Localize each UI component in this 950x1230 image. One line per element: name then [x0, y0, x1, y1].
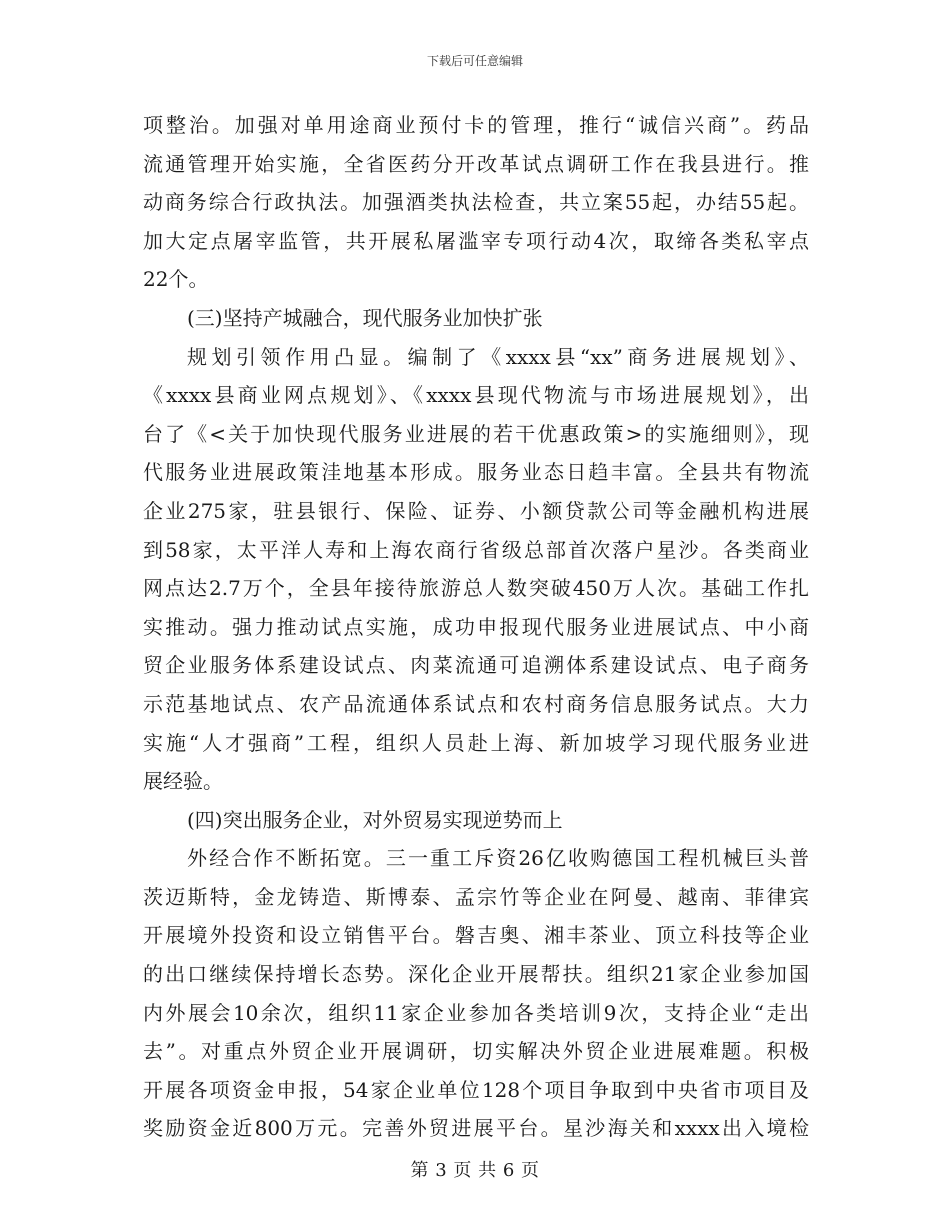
section-heading: (四)突出服务企业，对外贸易实现逆势而上: [187, 807, 563, 832]
text-line: 22个。: [143, 267, 209, 292]
text-line: 代服务业进展政策洼地基本形成。服务业态日趋丰富。全县共有物流: [143, 460, 809, 485]
text-line: 实推动。强力推动试点实施，成功申报现代服务业进展试点、中小商: [143, 614, 809, 639]
text-line: 示范基地试点、农产品流通体系试点和农村商务信息服务试点。大力: [143, 691, 809, 716]
text-line: 台了《<关于加快现代服务业进展的若干优惠政策>的实施细则》，现: [143, 421, 809, 446]
text-line: 展经验。: [143, 769, 223, 794]
text-line: 规划引领作用凸显。编制了《xxxx县“xx”商务进展规划》、: [187, 344, 809, 369]
text-line: 去”。对重点外贸企业开展调研，切实解决外贸企业进展难题。积极: [143, 1039, 809, 1064]
text-line: 贸企业服务体系建设试点、肉菜流通可追溯体系建设试点、电子商务: [143, 653, 809, 678]
text-line: 的出口继续保持增长态势。深化企业开展帮扶。组织21家企业参加国: [143, 962, 809, 987]
text-line: 外经合作不断拓宽。三一重工斥资26亿收购德国工程机械巨头普: [187, 846, 809, 871]
text-line: 企业275家，驻县银行、保险、证券、小额贷款公司等金融机构进展: [143, 498, 809, 523]
page-header: 下载后可任意编辑: [426, 54, 523, 68]
page-footer: 第 3 页 共 6 页: [410, 1160, 540, 1181]
text-line: 项整治。加强对单用途商业预付卡的管理，推行“诚信兴商”。药品: [143, 113, 809, 137]
text-line: 实施“人才强商”工程，组织人员赴上海、新加坡学习现代服务业进: [143, 730, 809, 755]
section-heading: (三)坚持产城融合，现代服务业加快扩张: [187, 305, 543, 330]
text-line: 到58家，太平洋人寿和上海农商行省级总部首次落户星沙。各类商业: [143, 537, 809, 562]
text-line: 奖励资金近800万元。完善外贸进展平台。星沙海关和xxxx出入境检: [143, 1116, 809, 1141]
document-body: [143, 106, 809, 1148]
text-line: 开展境外投资和设立销售平台。磐吉奥、湘丰茶业、顶立科技等企业: [143, 923, 809, 948]
text-line: 开展各项资金申报，54家企业单位128个项目争取到中央省市项目及: [143, 1077, 809, 1102]
text-line: 内外展会10余次，组织11家企业参加各类培训9次，支持企业“走出: [143, 1000, 809, 1025]
text-line: 《xxxx县商业网点规划》、《xxxx县现代物流与市场进展规划》，出: [143, 383, 809, 408]
text-line: 茨迈斯特，金龙铸造、斯博泰、孟宗竹等企业在阿曼、越南、菲律宾: [143, 884, 809, 909]
text-line: 网点达2.7万个，全县年接待旅游总人数突破450万人次。基础工作扎: [143, 576, 809, 601]
text-line: 流通管理开始实施，全省医药分开改革试点调研工作在我县进行。推: [143, 151, 809, 176]
text-line: 动商务综合行政执法。加强酒类执法检查，共立案55起，办结55起。: [143, 190, 809, 215]
text-line: 加大定点屠宰监管，共开展私屠滥宰专项行动4次，取缔各类私宰点: [143, 228, 809, 253]
